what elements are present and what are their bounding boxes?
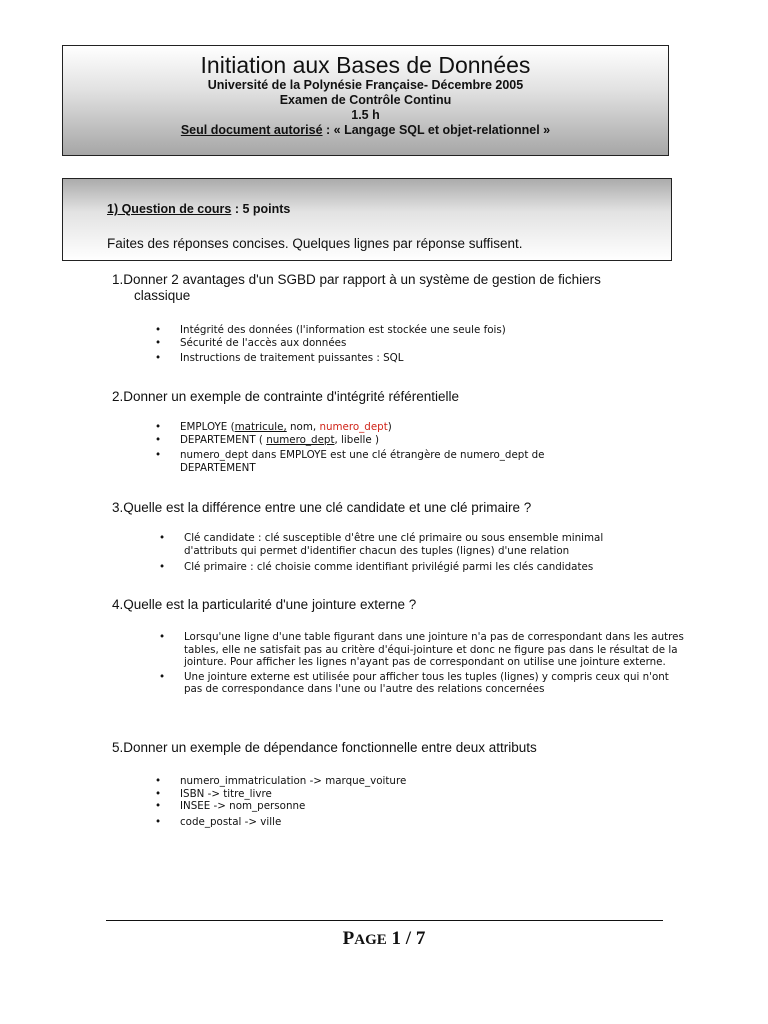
section-instructions: Faites des réponses concises. Quelques lignes par réponse suffisent. (107, 236, 523, 251)
section-title (107, 202, 290, 216)
authorized-document (63, 123, 668, 138)
answer-list-2 (153, 421, 683, 474)
answer-line: DEPARTEMENT (180, 461, 256, 474)
section-points: : 5 points (231, 202, 291, 216)
answer-line: numero_dept dans EMPLOYE est une clé étrangère de numero_dept de (180, 449, 545, 461)
answer-item (153, 449, 683, 474)
answer-item: • Clé primaire : clé choisie comme identifiant privilégié parmi les clés candidates (157, 561, 657, 574)
paren-close: ) (387, 421, 392, 433)
answer-list-1 (153, 324, 683, 365)
question-3: 3.Quelle est la différence entre une clé candidate et une clé primaire ? (112, 500, 532, 515)
question-5: 5.Donner un exemple de dépendance fonctionnelle entre deux attributs (112, 740, 537, 755)
answer-item: • Instructions de traitement puissantes : SQL (153, 352, 683, 365)
answer-item: • Sécurité de l'accès aux données (153, 337, 683, 350)
exam-type: Examen de Contrôle Continu (279, 93, 452, 107)
table-employe: EMPLOYE ( (180, 421, 235, 433)
question-1-line2: classique (134, 288, 191, 303)
primary-key-matricule: matricule, (234, 421, 287, 433)
answer-item: • ISBN -> titre_livre (153, 788, 683, 801)
primary-key-numero-dept: numero_dept (266, 433, 335, 446)
answer-item: • Clé candidate : clé susceptible d'être une clé primaire ou sous ensemble minimal d'attributs qui permet d'identifier chacun des tuples (lignes) d'une relation (157, 532, 657, 557)
section-header (62, 178, 672, 261)
university-date: Université de la Polynésie Française- Décembre 2005 (207, 78, 524, 92)
attribute-libelle: , libelle ) (334, 433, 380, 446)
page-word-rest: AGE (354, 932, 387, 948)
question-2: 2.Donner un exemple de contrainte d'intégrité référentielle (112, 389, 460, 404)
answer-item: • Lorsqu'une ligne d'une table figurant dans une jointure n'a pas de correspondant dans les autres tables, elle ne satisfait pas au critère d'équi-jointure et donc ne figure pas dans le résultat de la jointure. Pour afficher les lignes n'ayant pas de correspondant on utilise une jointure externe. (157, 631, 685, 669)
answer-item: • INSEE -> nom_personne (153, 800, 683, 813)
answer-list-3 (157, 532, 657, 574)
question-1 (112, 272, 672, 304)
page-word-initial: P (342, 928, 355, 949)
page-number (0, 928, 768, 950)
answer-list-5 (153, 775, 683, 828)
answer-item (153, 434, 683, 447)
foreign-key-numero-dept: numero_dept (319, 421, 388, 433)
attribute-nom: nom, (286, 421, 320, 433)
question-1-line1: 1.Donner 2 avantages d'un SGBD par rapport à un système de gestion de fichiers (112, 272, 601, 287)
document-title: Initiation aux Bases de Données (200, 52, 531, 78)
answer-list-4 (157, 631, 685, 696)
page-count: 1 / 7 (386, 928, 426, 949)
footer-divider (106, 920, 663, 921)
authorized-document-value: : « Langage SQL et objet-relationnel » (322, 123, 551, 137)
answer-item: • code_postal -> ville (153, 816, 683, 829)
authorized-document-label: Seul document autorisé (180, 123, 323, 137)
table-departement: DEPARTEMENT ( (180, 433, 267, 446)
question-4: 4.Quelle est la particularité d'une jointure externe ? (112, 597, 417, 612)
answer-item: • Intégrité des données (l'information est stockée une seule fois) (153, 324, 683, 337)
answer-item (153, 421, 683, 434)
answer-item: • numero_immatriculation -> marque_voiture (153, 775, 683, 788)
document-header (62, 45, 669, 156)
answer-item: • Une jointure externe est utilisée pour afficher tous les tuples (lignes) y compris ceux qui n'ont pas de correspondance dans l'une ou l'autre des relations concernées (157, 671, 685, 696)
exam-duration: 1.5 h (351, 108, 380, 122)
section-title-label: 1) Question de cours (107, 202, 232, 216)
